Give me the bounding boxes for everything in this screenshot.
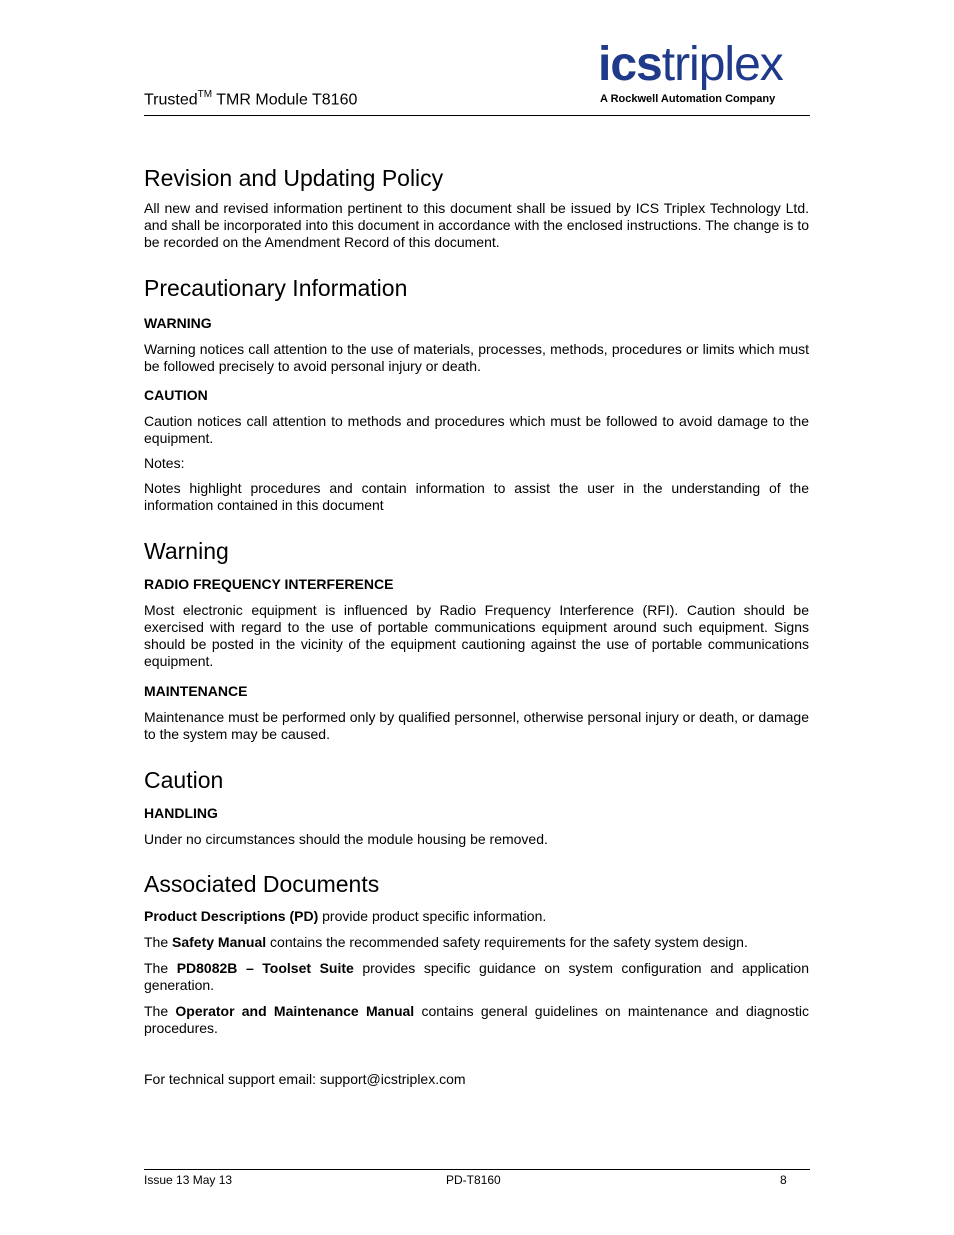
trademark-sup: TM <box>197 89 213 100</box>
notes-body: Notes highlight procedures and contain information to assist the user in the understanding of the information contained in this document <box>144 480 809 513</box>
maintenance-body: Maintenance must be performed only by qualified personnel, otherwise personal injury or death, or damage to the system may be caused. <box>144 709 809 742</box>
warning-body: Warning notices call attention to the use of materials, processes, methods, procedures or limits which must be followed precisely to avoid personal injury or death. <box>144 341 809 374</box>
handling-body: Under no circumstances should the module housing be removed. <box>144 831 548 847</box>
toolset-suite-paragraph <box>144 960 809 994</box>
heading-precautionary-information: Precautionary Information <box>144 275 408 301</box>
toolset-suite-bold: PD8082B – Toolset Suite <box>176 960 354 976</box>
logo-wordmark <box>598 38 783 92</box>
operator-manual-bold: Operator and Maintenance Manual <box>175 1003 415 1019</box>
rfi-label: RADIO FREQUENCY INTERFERENCE <box>144 576 394 592</box>
safety-manual-paragraph <box>144 934 809 951</box>
logo-tagline-main: A Rockwell Automation <box>600 93 723 105</box>
footer-page-number: 8 <box>780 1173 787 1187</box>
footer-issue: Issue 13 May 13 <box>144 1173 233 1187</box>
rfi-body: Most electronic equipment is influenced by Radio Frequency Interference (RFI). Caution should be exercised with regard to the use of portable communications equipment around such equipment. Signs should be posted in the vicinity of the equipment cautioning against the use of portable communications equipment. <box>144 602 809 669</box>
notes-label: Notes: <box>144 455 185 471</box>
revision-policy-body: All new and revised information pertinent to this document shall be issued by ICS Triplex Technology Ltd. and shall be incorporated into this document in accordance with the enclosed instructions. The change is to be recorded on the Amendment Record of this document. <box>144 200 809 250</box>
heading-associated-documents: Associated Documents <box>144 871 380 897</box>
footer-rule <box>144 1169 810 1170</box>
maintenance-label: MAINTENANCE <box>144 683 248 699</box>
heading-caution: Caution <box>144 767 224 793</box>
header-title <box>144 90 357 109</box>
toolset-suite-text: provides specific guidance on system configuration and application generation. <box>144 960 809 993</box>
product-descriptions-paragraph <box>144 908 809 925</box>
heading-revision-policy: Revision and Updating Policy <box>144 165 444 191</box>
safety-manual-text: contains the recommended safety requirements for the safety system design. <box>266 934 748 950</box>
toolset-suite-pre: The <box>144 960 177 976</box>
safety-manual-bold: Safety Manual <box>172 934 267 950</box>
heading-warning: Warning <box>144 538 229 564</box>
header-title-pre: Trusted <box>144 91 198 109</box>
ics-triplex-logo <box>598 38 812 110</box>
handling-label: HANDLING <box>144 805 218 821</box>
caution-label: CAUTION <box>144 387 208 403</box>
header-rule <box>144 115 810 116</box>
warning-label: WARNING <box>144 315 212 331</box>
logo-ics-text: ics <box>598 38 662 91</box>
safety-manual-pre: The <box>144 934 173 950</box>
product-descriptions-text: provide product specific information. <box>318 908 547 924</box>
page-content <box>144 160 809 1088</box>
technical-support-email: For technical support email: support@icstriplex.com <box>144 1071 466 1087</box>
caution-body: Caution notices call attention to methods and procedures which must be followed to avoid damage to the equipment. <box>144 413 809 446</box>
header-title-post: TMR Module T8160 <box>212 91 358 109</box>
logo-triplex-text: triplex <box>661 38 783 91</box>
footer-doc-id: PD-T8160 <box>446 1173 501 1187</box>
logo-tagline-company: Company <box>725 93 776 105</box>
product-descriptions-bold: Product Descriptions (PD) <box>144 908 319 924</box>
logo-tagline <box>600 93 775 105</box>
operator-manual-pre: The <box>144 1003 176 1019</box>
operator-manual-paragraph <box>144 1003 809 1037</box>
operator-manual-text: contains general guidelines on maintenance and diagnostic procedures. <box>144 1003 810 1036</box>
